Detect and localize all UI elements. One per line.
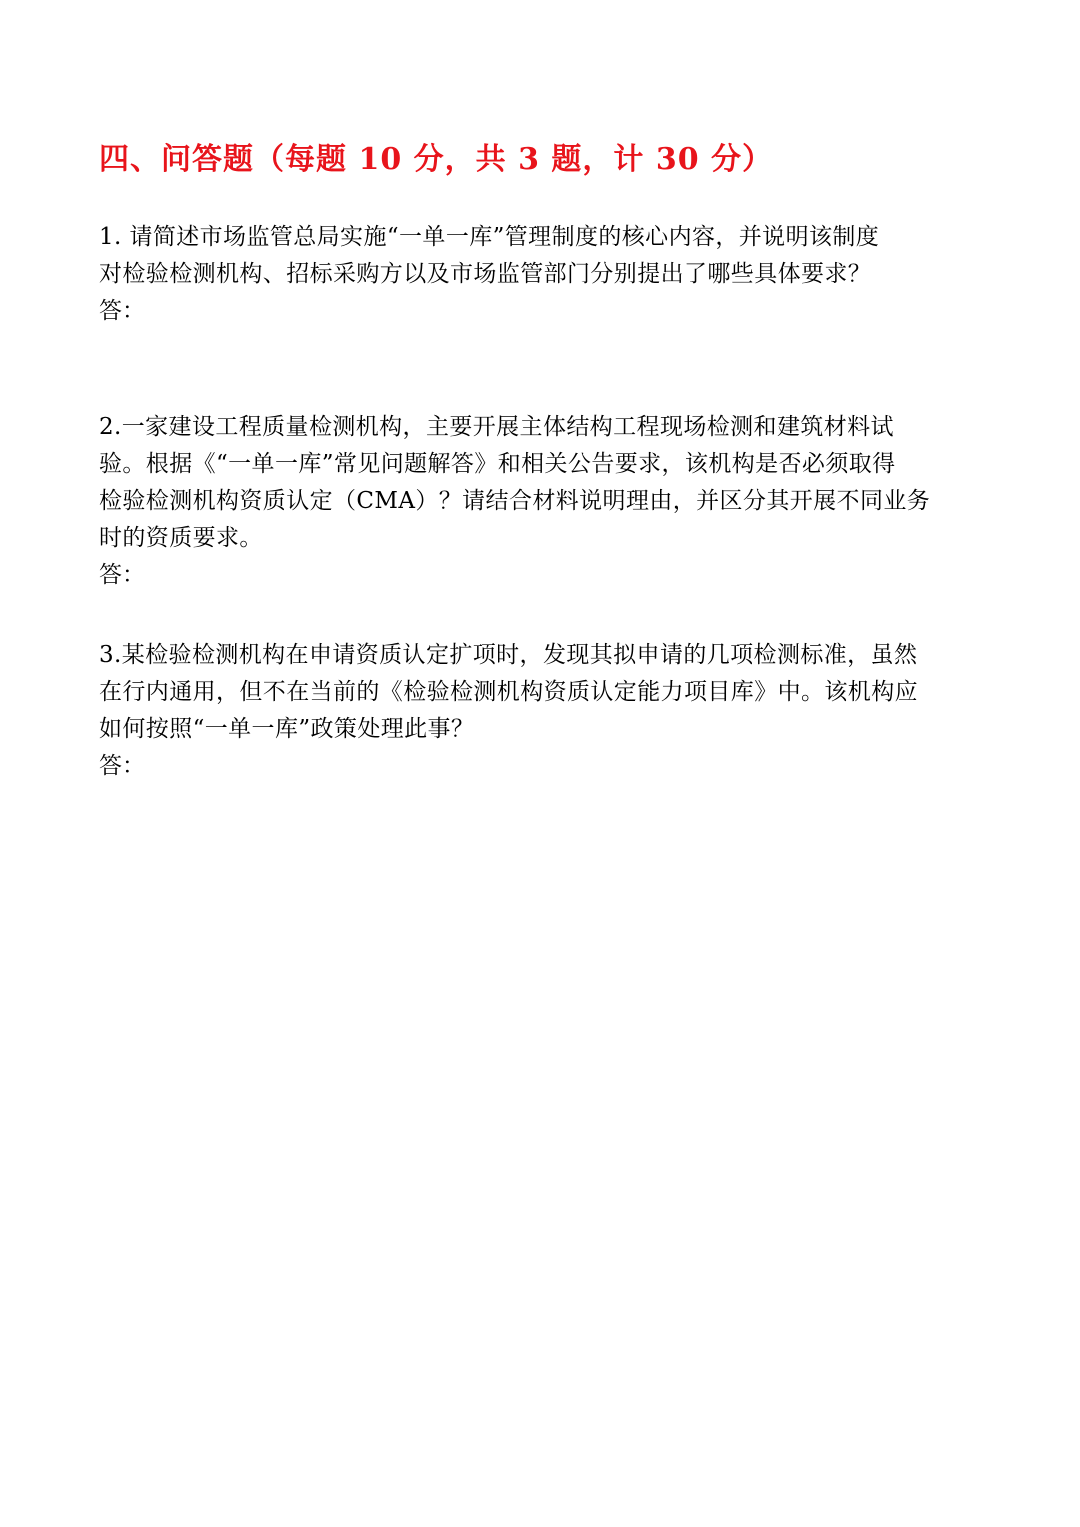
question-1 [99,219,999,330]
question-3 [99,637,999,785]
question-2-line-3: 检验检测机构资质认定（CMA）？请结合材料说明理由，并区分其开展不同业务 [99,488,931,514]
question-3-line-2: 在行内通用，但不在当前的《检验检测机构资质认定能力项目库》中。该机构应 [99,679,918,705]
question-2-line-1: 2.一家建设工程质量检测机构，主要开展主体结构工程现场检测和建筑材料试 [99,414,894,440]
question-2-answer-label: 答： [99,562,145,588]
question-3-line-3: 如何按照“一单一库”政策处理此事？ [99,716,475,742]
question-1-line-2: 对检验检测机构、招标采购方以及市场监管部门分别提出了哪些具体要求？ [99,261,872,287]
question-2 [99,409,999,594]
question-3-answer-label: 答： [99,753,145,779]
question-2-line-2: 验。根据《“一单一库”常见问题解答》和相关公告要求，该机构是否必须取得 [99,451,896,477]
section-title: 四、问答题（每题 10 分，共 3 题，计 30 分） [99,142,774,177]
question-1-line-1: 1. 请简述市场监管总局实施“一单一库”管理制度的核心内容，并说明该制度 [99,224,880,250]
question-3-line-1: 3.某检验检测机构在申请资质认定扩项时，发现其拟申请的几项检测标准，虽然 [99,642,918,668]
question-1-answer-label: 答： [99,298,145,324]
question-2-line-4: 时的资质要求。 [99,525,263,551]
